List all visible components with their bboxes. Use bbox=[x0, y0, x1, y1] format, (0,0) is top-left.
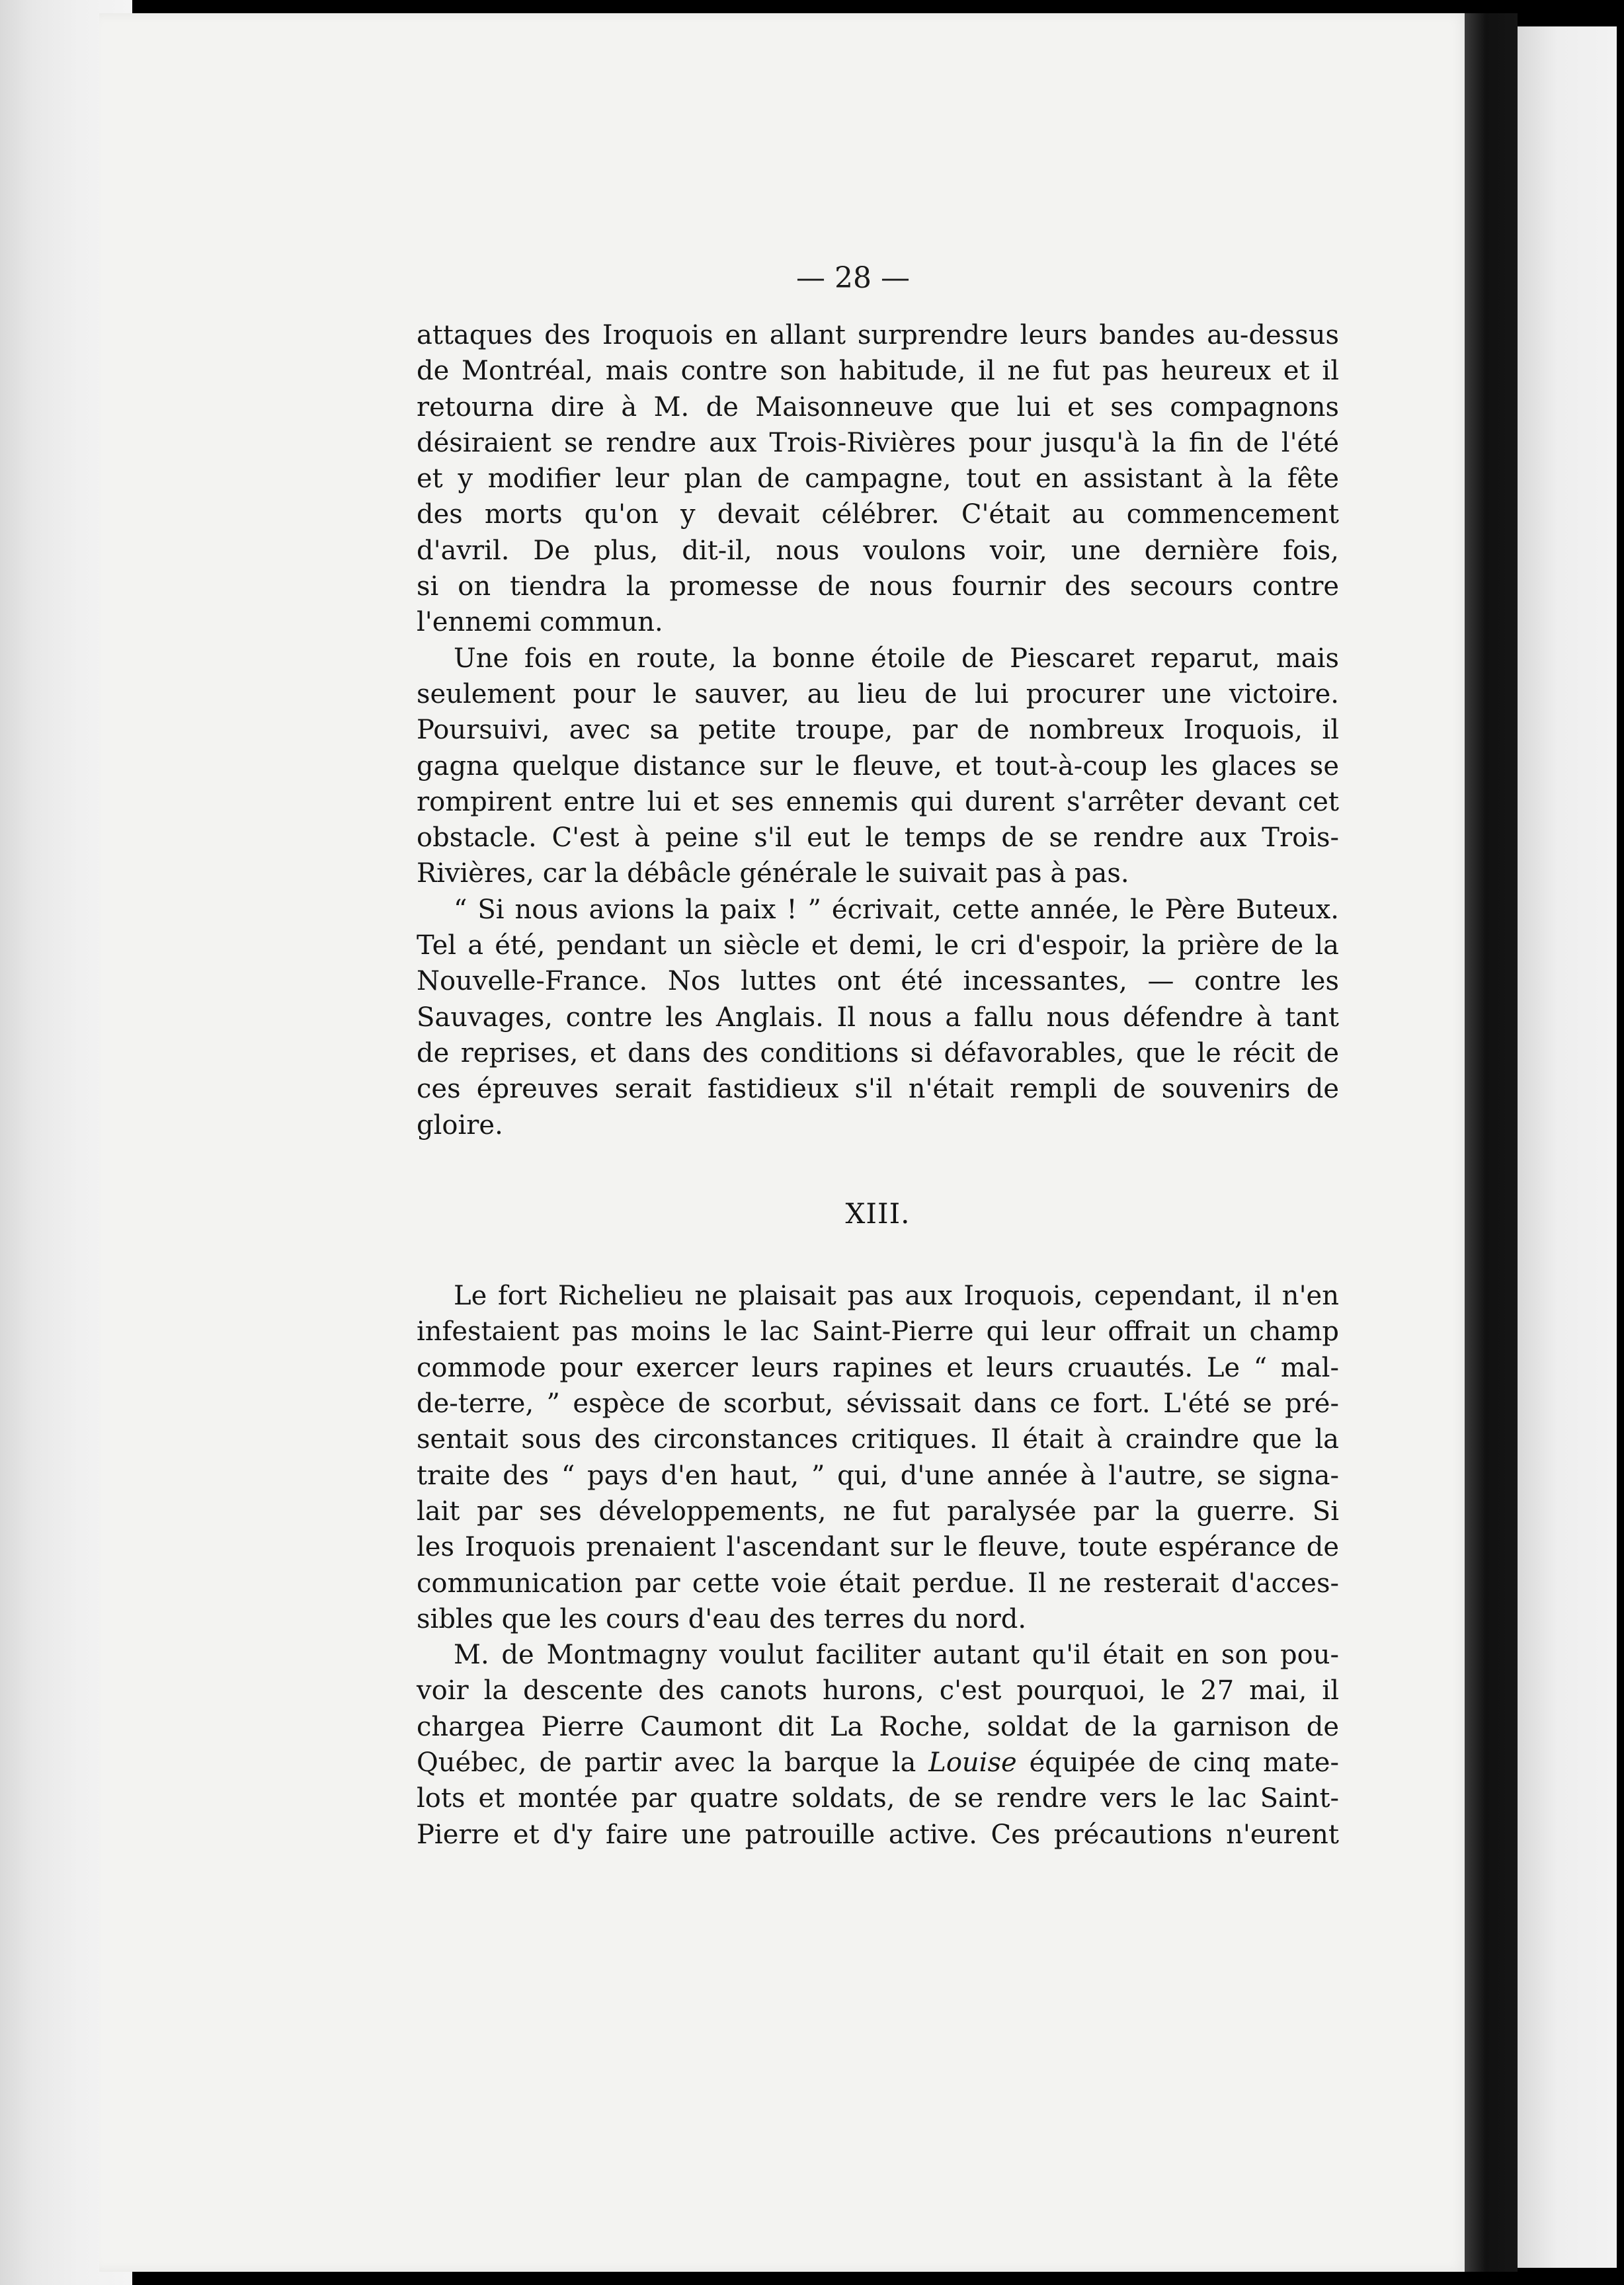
paragraph-5 bbox=[417, 1637, 1339, 1853]
text-line: Sauvages, contre les Anglais. Il nous a fallu nous défendre à tant bbox=[417, 1002, 1339, 1033]
text-line bbox=[417, 1745, 1339, 1781]
text-line: voir la descente des canots hurons, c'est pourquoi, le 27 mai, il bbox=[417, 1675, 1339, 1706]
text-line: Nouvelle-France. Nos luttes ont été incessantes, — contre les bbox=[417, 966, 1339, 997]
text-line: Rivières, car la débâcle générale le suivait pas à pas. bbox=[417, 858, 1129, 889]
ship-name-italic: Louise bbox=[928, 1747, 1017, 1778]
paragraph-4 bbox=[417, 1278, 1339, 1637]
text-line: de reprises, et dans des conditions si défavorables, que le récit de bbox=[417, 1037, 1339, 1068]
text-segment: Québec, de partir avec la barque la bbox=[417, 1747, 929, 1778]
text-line: l'ennemi commun. bbox=[417, 607, 663, 638]
text-line: ces épreuves serait fastidieux s'il n'était rempli de souvenirs de bbox=[417, 1074, 1339, 1105]
text-line: traite des “ pays d'en haut, ” qui, d'une année à l'autre, se signa- bbox=[417, 1460, 1339, 1491]
text-line: d'avril. De plus, dit-il, nous voulons voir, une dernière fois, bbox=[417, 535, 1339, 566]
text-line: lots et montée par quatre soldats, de se rendre vers le lac Saint- bbox=[417, 1783, 1339, 1814]
page-number: — 28 — bbox=[796, 261, 910, 295]
text-line: les Iroquois prenaient l'ascendant sur le fleuve, toute espérance de bbox=[417, 1532, 1339, 1563]
text-line: sentait sous des circonstances critiques. Il était à craindre que la bbox=[417, 1424, 1339, 1455]
text-line: sibles que les cours d'eau des terres du nord. bbox=[417, 1603, 1027, 1634]
page-body bbox=[417, 317, 1339, 1853]
text-line: attaques des Iroquois en allant surprendre leurs bandes au-dessus bbox=[417, 320, 1339, 350]
text-line: retourna dire à M. de Maisonneuve que lui et ses compagnons bbox=[417, 391, 1339, 422]
text-line: des morts qu'on y devait célébrer. C'était au commencement bbox=[417, 499, 1339, 530]
page-shadow-edge bbox=[1465, 13, 1518, 2272]
paragraph-2 bbox=[417, 641, 1339, 892]
text-line: désiraient se rendre aux Trois-Rivières pour jusqu'à la fin de l'été bbox=[417, 427, 1339, 458]
text-line: et y modifier leur plan de campagne, tout en assistant à la fête bbox=[417, 463, 1339, 495]
section-heading: XIII. bbox=[845, 1197, 911, 1230]
text-line: si on tiendra la promesse de nous fournir des secours contre bbox=[417, 571, 1339, 602]
text-line: obstacle. C'est à peine s'il eut le temps de se rendre aux Trois- bbox=[417, 822, 1339, 854]
text-line: Le fort Richelieu ne plaisait pas aux Iroquois, cependant, il n'en bbox=[454, 1281, 1339, 1312]
text-line: gloire. bbox=[417, 1109, 503, 1141]
text-line: rompirent entre lui et ses ennemis qui durent s'arrêter devant cet bbox=[417, 786, 1339, 817]
text-line: communication par cette voie était perdue. Il ne resterait d'acces- bbox=[417, 1568, 1339, 1599]
text-line: infestaient pas moins le lac Saint-Pierre qui leur offrait un champ bbox=[417, 1316, 1339, 1347]
text-line: Une fois en route, la bonne étoile de Piescaret reparut, mais bbox=[454, 643, 1339, 674]
text-line: lait par ses développements, ne fut paralysée par la guerre. Si bbox=[417, 1496, 1339, 1527]
text-line: seulement pour le sauver, au lieu de lui procurer une victoire. bbox=[417, 678, 1339, 709]
text-line: commode pour exercer leurs rapines et leurs cruautés. Le “ mal- bbox=[417, 1352, 1339, 1383]
text-line: M. de Montmagny voulut faciliter autant qu'il était en son pou- bbox=[454, 1640, 1339, 1671]
text-line: de-terre, ” espèce de scorbut, sévissait dans ce fort. L'été se pré- bbox=[417, 1388, 1339, 1420]
paragraph-1 bbox=[417, 317, 1339, 641]
text-line: “ Si nous avions la paix ! ” écrivait, cette année, le Père Buteux. bbox=[454, 894, 1339, 925]
text-line: chargea Pierre Caumont dit La Roche, soldat de la garnison de bbox=[417, 1711, 1339, 1742]
text-segment: équipée de cinq mate- bbox=[1016, 1747, 1339, 1778]
text-line: de Montréal, mais contre son habitude, il ne fut pas heureux et il bbox=[417, 356, 1339, 387]
text-line: Pierre et d'y faire une patrouille active. Ces précautions n'eurent bbox=[417, 1819, 1339, 1850]
text-line: Poursuivi, avec sa petite troupe, par de nombreux Iroquois, il bbox=[417, 715, 1339, 746]
next-page-edge bbox=[1518, 26, 1617, 2268]
text-line: gagna quelque distance sur le fleuve, et tout-à-coup les glaces se bbox=[417, 750, 1339, 782]
text-line: Tel a été, pendant un siècle et demi, le cri d'espoir, la prière de la bbox=[417, 930, 1339, 961]
paragraph-3 bbox=[417, 892, 1339, 1143]
